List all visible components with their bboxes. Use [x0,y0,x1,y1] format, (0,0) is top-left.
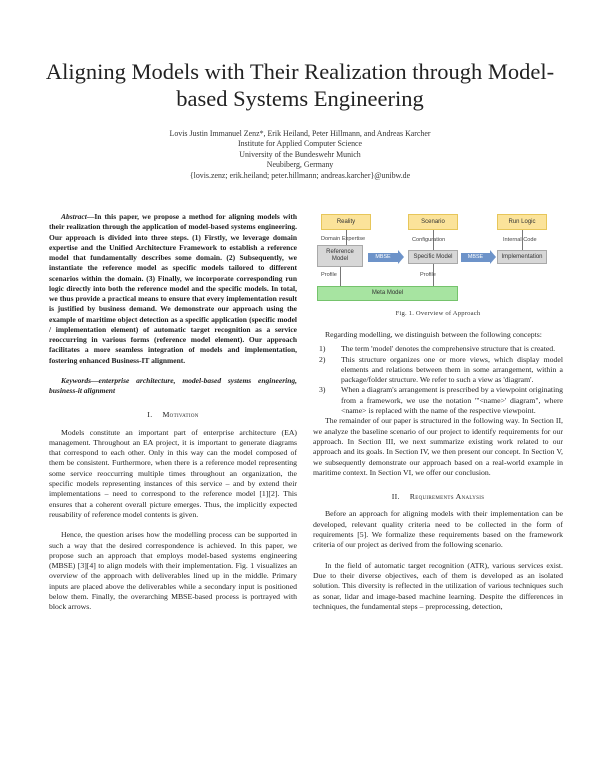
abstract-label: Abstract [61,212,87,221]
section-title: Requirements Analysis [409,492,485,502]
paragraph: Hence, the question arises how the modelling process can be supported in such a way that the desired correspondence is achieved. In this paper, we propose such an approach that employs model-based systems engineering (MBSE) [3][4] to align models with their implementation. Fig. 1 visualizes an overview of the approach with deliverables lined up in the middle. Primary inputs are placed above the deliverables while a secondary input is positioned below them. Finally, the overarching MBSE-based process is portrayed with block arrows. [49,530,297,612]
list-item [319,344,563,354]
keywords-label: Keywords [61,375,91,385]
section-heading [49,410,297,420]
list-item [319,385,563,416]
figure-box-reality: Reality [321,214,371,230]
figure-label-internal-code: Internal Code [503,237,537,243]
keywords-text: —enterprise architecture, model-based systems engineering, business-it alignment [49,375,297,395]
author-university: University of the Bundeswehr Munich [239,149,361,159]
figure-box-scenario: Scenario [408,214,458,230]
paragraph: In the field of automatic target recognition (ATR), various services exist. Due to their diverse objectives, each of them is developed as an isolated solution. This diversity is reflected in the utilization of various techniques such as sonar, lidar and image-based machine learning. Despite the differences in techniques, the fundamental steps – preprocessing, detection, [313,560,563,611]
figure-label-configuration: Configuration [412,237,446,243]
list-number: 2) [319,354,326,364]
list-text: The term 'model' denotes the comprehensive structure that is created. [341,344,556,354]
figure-box-run-logic: Run Logic [497,214,547,230]
figure-arrow-mbse [461,253,490,262]
figure-label-profile: Profile [321,272,337,278]
figure-box-implementation: Implementation [497,250,547,264]
paper-title: Aligning Models with Their Realization through Model-based Systems Engineering [45,59,555,111]
author-location: Neubiberg, Germany [266,160,334,170]
figure-caption: Fig. 1. Overview of Approach [395,310,481,317]
right-column [313,212,563,612]
figure-label-domain-expertise: Domain Expertise [321,236,366,242]
figure-arrow-label: MBSE [467,254,484,260]
author-block [40,129,560,181]
list-item [319,355,563,386]
author-names: Lovis Justin Immanuel Zenz*, Erik Heiland, Peter Hillmann, and Andreas Karcher [169,129,431,138]
section-number: II. [391,492,400,502]
figure-box-meta-model: Meta Model [317,286,458,301]
paragraph: Regarding modelling, we distinguish between the following concepts: [325,330,542,339]
figure-box-reference-model: Reference Model [317,245,363,267]
left-column [49,212,297,613]
list-number: 1) [319,344,326,354]
section-heading [313,492,563,502]
figure-arrow-label: MBSE [375,254,391,260]
list-number: 3) [319,385,326,395]
author-emails: {lovis.zenz; erik.heiland; peter.hillmann; andreas.karcher}@unibw.de [189,170,411,180]
figure-box-specific-model: Specific Model [408,250,458,264]
paragraph: Models constitute an important part of enterprise architecture (EA) management. Throughout an EA project, it is important to generate diagrams that correspond to each other. Only in this way can the model composed of them be consistent. Furthermore, when there is a reference model representing some service reoccurring multiple times throughout an organization, the specific models representing instances of this service – and by extend their implementations – need to correspond to the reference model [1][2]. This ensures that a coherent overall picture emerges. Thus, the implicitly expected reusability of reference model contents is given. [49,427,297,519]
abstract-text: —In this paper, we propose a method for aligning models with their realization through the application of model-based systems engineering. Our approach is divided into three steps. (1) Firstly, we leverage domain expertise and the Unified Architecture Framework to establish a reference model that fundamentally describes some domain. (2) Subsequently, we instantiate the reference model as specific models tailored to different scenarios within the domain. (3) Finally, we incorporate corresponding run logic directly into both the reference model and the specific models. In total, we thus provide a practical means to ensure that every implementation result is justified by business demand. We demonstrate our approach using the example of maritime object detection as a specific application (specific model / implementation element) of automatic target recognition as a service reoccurring in various forms (reference model element). Our approach facilitates a more seamless integration of models and implementation, fostering enhanced Business-IT alignment. [49,212,297,365]
keywords [49,376,297,397]
section-number: I. [147,410,153,420]
list-text: This structure organizes one or more views, which display model elements and relations between them in some arrangement, within a package/folder structure. We refer to such a view as 'diagram'. [341,354,563,385]
figure-label-profile: Profile [420,272,436,278]
paragraph: The remainder of our paper is structured in the following way. In Section II, we analyze the baseline scenario of our project to identify requirements for our approach. In Section III, we next summarize existing work related to our approach and its goals. In Section IV, we then present our concept. In Section V, we subsequently demonstrate our approach based on a real-world example in maritime context. In Section VI, we offer our conclusion. [313,416,563,477]
overview-figure [313,212,563,320]
list-text: When a diagram's arrangement is prescribed by a viewpoint originating from a framework, we use the notation "'<name>' diagram", where <name> is replaced with the name of the respective viewpoint. [341,385,563,416]
author-institute: Institute for Applied Computer Science [237,139,363,149]
figure-connector [340,267,341,286]
section-title: Motivation [162,410,199,420]
concept-list [313,344,563,416]
figure-arrow-mbse [368,253,398,262]
paragraph: Before an approach for aligning models with their implementation can be developed, relevant quality criteria need to be collected in the form of requirements [5]. We formalize these requirements based on the framework criteria of our project as derived from the following scenario. [313,509,563,550]
abstract [49,212,297,366]
